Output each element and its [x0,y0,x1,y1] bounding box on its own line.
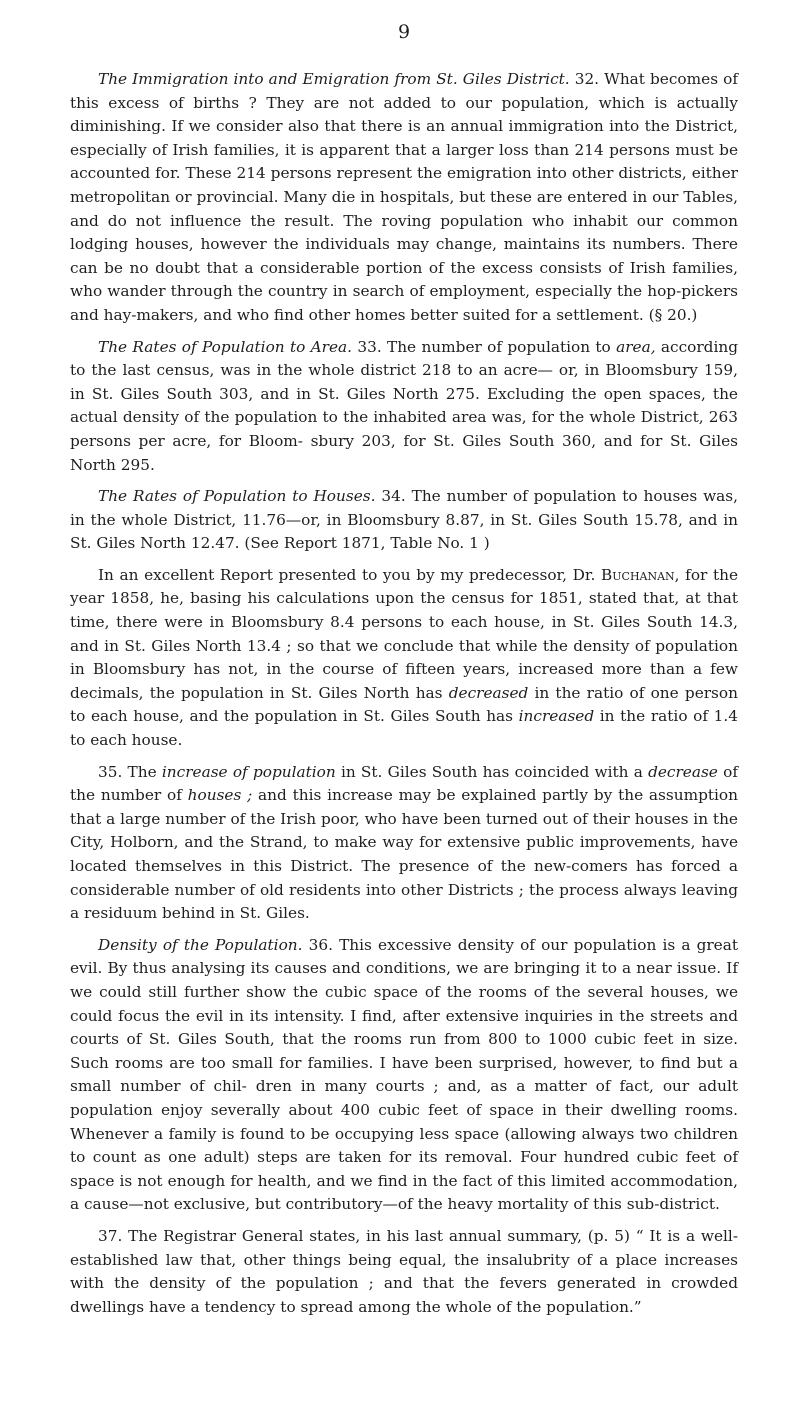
section-heading-immigration: The Immigration into and Emigration from St. Giles District. [98,70,570,88]
paragraph-text: 32. What becomes of this excess of births ? They are not added to our population, which is actually diminishing. If we consider also that there is an annual immigration into the District, especially of Irish families, it is apparent that a larger loss than 214 persons must be accounted for. These 214 persons represent the emigration into other districts, either metropolitan or provincial. Many die in hospitals, but these are entered in our Tables, and do not influence the result. The roving population who inhabit our common lodging houses, however the individuals may change, maintains its numbers. There can be no doubt that a considerable portion of the excess consists of Irish families, who wander through the country in search of employment, especially the hop-pickers and hay-makers, and who find other homes better suited for a settlement. (§ 20.) [70,70,738,324]
paragraph-text: in the ratio of 1.4 to each house. [70,707,738,750]
paragraph-increase-of-population [70,761,738,926]
paragraph-registrar-general [70,1225,738,1319]
section-heading-area: The Rates of Population to Area. [98,337,353,356]
section-heading-density: Density of the Population. [98,935,303,954]
paragraph-text: 34. The number of population to houses was, in the whole District, 11.76—or, in Bloomsbury 8.87, in St. Giles South 15.78, and in St. Giles North 12.47. (See Report 1871, Table No. 1 ) [70,487,739,553]
paragraph-text: In an excellent Report presented to you by my predecessor, Dr. [98,565,602,584]
paragraph-text: for the year 1858, he, basing his calculations upon the census for 1851, stated that, at that time, there were in Bloomsbury 8.4 persons to each house, in St. Giles South 14.3, and in St. Giles North 13.4 ; so that we conclude that while the density of population in Bloomsbury has not, in the course of fifteen years, increased more than a few decimals, the population in St. Giles North has [70,565,738,702]
paragraph-population-to-houses [70,485,738,556]
page-number: 9 [397,21,411,43]
emphasis-text: houses ; [187,786,253,805]
paragraph-population-to-area [70,336,738,478]
paragraph-text: of the number of [70,762,738,805]
paragraph-text: according to the last census, was in the whole district 218 to an acre— or, in Bloomsbury 159, in St. Giles South 303, and in St. Giles North 275. Excluding the open spaces, the actual density of the population to the inhabited area was, for the whole District, 263 persons per acre, for Bloom- sbury 203, for St. Giles South 360, and for St. Giles North 295. [70,337,738,474]
emphasis-text: decreased [448,683,529,702]
paragraph-text: and this increase may be explained partly by the assumption that a large number of the Irish poor, who have been turned out of their houses in the City, Holborn, and the Strand, to make way for extensive public improvements, have located themselves in this District. The presence of the new-comers has forced a considerable number of old residents into other Districts ; the process always leaving a residuum behind in St. Giles. [70,786,738,923]
paragraph-text: 37. The Registrar General states, in his last annual summary, (p. 5) “ It is a well-established law that, other things being equal, the insalubrity of a place increases with the density of the population ; and that the fevers generated in crowded dwellings have a tendency to spread among the whole of the population.” [70,1226,738,1316]
paragraph-density-of-population [70,934,738,1217]
paragraph-text: 36. This excessive density of our population is a great evil. By thus analysing its causes and conditions, we are bringing it to a near issue. If we could still further show the cubic space of the rooms of the several houses, we could focus the evil in its intensity. I find, after extensive inquiries in the streets and courts of St. Giles South, that the rooms run from 800 to 1000 cubic feet in size. Such rooms are too small for families. I have been surprised, however, to find but a small number of chil- dren in many courts ; and, as a matter of fact, our adult population enjoy severally about 400 cubic feet of space in their dwelling rooms. Whenever a family is found to be occupying less space (allowing always two children to count as one adult) steps are taken for its removal. Four hundred cubic feet of space is not enough for health, and we find in the fact of this limited accommodation, a cause—not exclusive, but contributory—of the heavy mortality of this sub-district. [70,935,739,1214]
paragraph-buchanan-report [70,564,738,753]
paragraph-text: 35. The [98,762,162,781]
emphasis-text: area, [616,337,656,356]
paragraph-text: in the ratio of one person to each house, and the population in St. Giles South has [70,683,738,726]
paragraph-text: 33. The number of population to [352,337,617,356]
section-heading-houses: The Rates of Population to Houses. [98,487,376,506]
paragraph-immigration-emigration [70,68,738,328]
paragraph-text: in St. Giles South has coincided with a [335,762,649,781]
author-name: Buchanan, [601,565,680,584]
emphasis-text: decrease [648,762,718,781]
emphasis-text: increase of population [161,762,336,781]
emphasis-text: increased [518,707,595,726]
